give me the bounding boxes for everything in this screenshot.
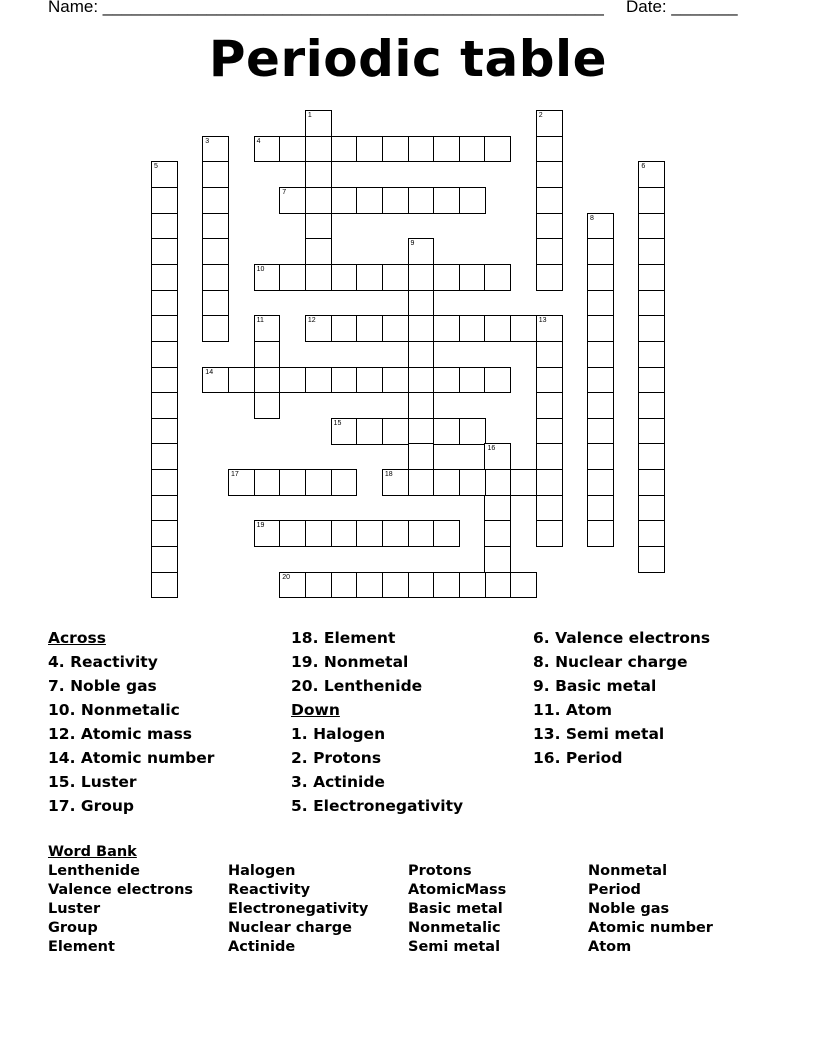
crossword-cell[interactable] [536,418,563,445]
crossword-cell[interactable] [382,136,409,163]
crossword-cell[interactable] [510,315,537,342]
clue-item: 16. Period [533,749,623,767]
word-bank-word: Protons [408,863,472,879]
crossword-cell[interactable] [151,161,178,188]
crossword-cell[interactable] [587,315,614,342]
crossword-cell[interactable] [202,290,229,317]
page-title: Periodic table [208,30,608,88]
clue-item: 9. Basic metal [533,677,657,695]
clues-column-3 [533,626,710,770]
crossword-cell[interactable] [382,264,409,291]
word-bank-word: Lenthenide [48,863,140,879]
word-bank-column [228,862,368,957]
word-bank [48,843,713,955]
clue-number: 16 [487,445,496,453]
crossword-cell[interactable] [510,572,537,599]
crossword-cell[interactable] [587,290,614,317]
crossword-cell[interactable] [459,367,486,394]
word-bank-column [48,862,193,957]
crossword-cell[interactable] [254,520,281,547]
clue-item: 1. Halogen [291,725,386,743]
crossword-cell[interactable] [279,469,306,496]
crossword-cell[interactable] [305,315,332,342]
crossword-cell[interactable] [151,520,178,547]
word-bank-word: Atomic number [588,920,713,936]
crossword-cell[interactable] [408,443,435,470]
word-bank-word: Noble gas [588,901,670,917]
crossword-cell[interactable] [151,572,178,599]
word-bank-word: Period [588,882,641,898]
crossword-cell[interactable] [484,315,511,342]
crossword-cell[interactable] [536,315,563,342]
clue-number: 14 [205,368,214,376]
word-bank-word: Group [48,920,98,936]
clue-item: 20. Lenthenide [291,677,423,695]
crossword-cell[interactable] [305,264,332,291]
clues-column-2 [291,626,463,818]
crossword-cell[interactable] [484,572,511,599]
crossword-cell[interactable] [638,469,665,496]
crossword-cell[interactable] [433,315,460,342]
clue-heading: Down [291,701,340,719]
crossword-cell[interactable] [459,572,486,599]
crossword-cell[interactable] [202,238,229,265]
word-bank-word: Atom [588,939,632,955]
crossword-cell[interactable] [536,341,563,368]
crossword-cell[interactable] [433,520,460,547]
crossword-cell[interactable] [305,469,332,496]
crossword-cell[interactable] [408,418,435,445]
crossword-cell[interactable] [587,238,614,265]
crossword-cell[interactable] [459,315,486,342]
crossword-cell[interactable] [356,187,383,214]
crossword-cell[interactable] [202,315,229,342]
word-bank-word: Nuclear charge [228,920,352,936]
crossword-cell[interactable] [536,495,563,522]
crossword-cell[interactable] [356,367,383,394]
crossword-cell[interactable] [587,443,614,470]
crossword-cell[interactable] [408,469,435,496]
clue-item: 15. Luster [48,773,137,791]
crossword-cell[interactable] [254,264,281,291]
crossword-cell[interactable] [433,418,460,445]
crossword-cell[interactable] [356,136,383,163]
clue-item: 3. Actinide [291,773,385,791]
crossword-cell[interactable] [254,341,281,368]
crossword-cell[interactable] [433,572,460,599]
crossword-cell[interactable] [587,341,614,368]
crossword-cell[interactable] [484,443,511,470]
crossword-cell[interactable] [408,392,435,419]
crossword-cell[interactable] [254,367,281,394]
crossword-cell[interactable] [587,213,614,240]
crossword-cell[interactable] [408,367,435,394]
clue-item: 17. Group [48,797,134,815]
crossword-cell[interactable] [202,136,229,163]
word-bank-word: Reactivity [228,882,311,898]
crossword-cell[interactable] [484,546,511,573]
crossword-cell[interactable] [305,213,332,240]
clue-item: 14. Atomic number [48,749,215,767]
crossword-cell[interactable] [459,187,486,214]
crossword-cell[interactable] [305,136,332,163]
crossword-cell[interactable] [151,264,178,291]
crossword-cell[interactable] [484,136,511,163]
crossword-cell[interactable] [536,136,563,163]
crossword-cell[interactable] [151,469,178,496]
clue-number: 2 [538,112,543,119]
word-bank-word: Luster [48,901,101,917]
crossword-cell[interactable] [484,469,511,496]
crossword-cell[interactable] [408,315,435,342]
crossword-cell[interactable] [331,469,358,496]
crossword-cell[interactable] [587,418,614,445]
crossword-cell[interactable] [356,572,383,599]
crossword-cell[interactable] [254,315,281,342]
clue-item: 12. Atomic mass [48,725,193,743]
crossword-cell[interactable] [202,367,229,394]
clue-item: 11. Atom [533,701,613,719]
crossword-cell[interactable] [331,572,358,599]
clue-number: 1 [307,112,312,119]
clue-number: 17 [230,471,239,479]
crossword-cell[interactable] [587,495,614,522]
crossword-cell[interactable] [356,418,383,445]
clue-item: 8. Nuclear charge [533,653,688,671]
clue-number: 8 [590,214,594,222]
name-line: Name: _____________________________________________________ [48,0,604,16]
crossword-cell[interactable] [638,443,665,470]
crossword-cell[interactable] [382,520,409,547]
crossword-cell[interactable] [638,315,665,342]
clue-item: 6. Valence electrons [533,629,711,647]
crossword-cell[interactable] [536,469,563,496]
word-bank-word: Element [48,939,115,955]
clue-item: 19. Nonmetal [291,653,409,671]
crossword-cell[interactable] [382,469,409,496]
crossword-cell[interactable] [382,572,409,599]
crossword-cell[interactable] [305,520,332,547]
crossword-cell[interactable] [151,213,178,240]
clue-number: 4 [256,137,261,145]
date-line: Date: _______ [626,0,738,16]
crossword-cell[interactable] [408,264,435,291]
crossword-cell[interactable] [382,367,409,394]
crossword-cell[interactable] [638,546,665,573]
word-bank-word: Electronegativity [228,901,369,917]
crossword-cell[interactable] [331,520,358,547]
crossword-cell[interactable] [356,520,383,547]
crossword-cell[interactable] [484,367,511,394]
clue-number: 5 [154,163,158,171]
crossword-cell[interactable] [151,315,178,342]
crossword-cell[interactable] [638,341,665,368]
crossword-cell[interactable] [536,187,563,214]
crossword-cell[interactable] [536,264,563,291]
clue-number: 6 [641,163,646,171]
word-bank-column [408,862,506,957]
crossword-cell[interactable] [536,213,563,240]
word-bank-column [588,862,713,957]
crossword-cell[interactable] [356,264,383,291]
clue-item: 2. Protons [291,749,382,767]
crossword-cell[interactable] [151,443,178,470]
crossword-cell[interactable] [638,290,665,317]
clue-number: 20 [282,573,291,581]
clue-item: 13. Semi metal [533,725,665,743]
crossword-cell[interactable] [305,161,332,188]
crossword-cell[interactable] [279,520,306,547]
crossword-cell[interactable] [279,367,306,394]
crossword-cell[interactable] [331,367,358,394]
crossword-cell[interactable] [587,520,614,547]
crossword-cell[interactable] [408,136,435,163]
clue-item: 5. Electronegativity [291,797,464,815]
crossword-cell[interactable] [638,418,665,445]
crossword-cell[interactable] [151,367,178,394]
crossword-cell[interactable] [151,238,178,265]
crossword-cell[interactable] [305,187,332,214]
word-bank-word: Nonmetal [588,863,668,879]
word-bank-word: Valence electrons [48,882,194,898]
crossword-cell[interactable] [228,367,255,394]
word-bank-word: Nonmetalic [408,920,501,936]
word-bank-word: Halogen [228,863,296,879]
clue-item: 10. Nonmetalic [48,701,180,719]
crossword-cell[interactable] [536,367,563,394]
crossword-cell[interactable] [638,367,665,394]
word-bank-word: AtomicMass [408,882,507,898]
crossword-cell[interactable] [433,367,460,394]
crossword-cell[interactable] [638,392,665,419]
crossword-cell[interactable] [459,136,486,163]
crossword-cell[interactable] [382,315,409,342]
clue-number: 11 [256,317,264,325]
clue-number: 10 [256,265,265,273]
crossword-cell[interactable] [254,392,281,419]
clue-number: 7 [282,188,287,196]
clue-number: 13 [538,317,547,325]
crossword-cell[interactable] [408,520,435,547]
crossword-cell[interactable] [151,418,178,445]
crossword-cell[interactable] [202,213,229,240]
clue-number: 19 [256,522,265,530]
clue-number: 3 [205,137,210,145]
crossword-cell[interactable] [433,264,460,291]
crossword-cell[interactable] [638,495,665,522]
crossword-cell[interactable] [408,572,435,599]
crossword-cell[interactable] [382,418,409,445]
clue-item: 18. Element [291,629,396,647]
word-bank-word: Actinide [228,939,296,955]
clue-number: 9 [410,240,415,248]
crossword-cell[interactable] [279,187,306,214]
crossword-cell[interactable] [228,469,255,496]
clue-number: 15 [333,419,342,427]
crossword-cell[interactable] [331,264,358,291]
crossword-cell[interactable] [202,187,229,214]
crossword-cell[interactable] [408,238,435,265]
crossword-cell[interactable] [408,187,435,214]
clue-number: 18 [384,471,393,479]
crossword-cell[interactable] [587,367,614,394]
crossword-cell[interactable] [305,110,332,137]
crossword-cell[interactable] [408,290,435,317]
crossword-cell[interactable] [638,187,665,214]
crossword-cell[interactable] [254,136,281,163]
crossword-cell[interactable] [484,264,511,291]
crossword-cell[interactable] [510,469,537,496]
crossword-cell[interactable] [151,290,178,317]
crossword-cell[interactable] [433,469,460,496]
crossword-cell[interactable] [331,418,358,445]
crossword-cell[interactable] [331,136,358,163]
crossword-cell[interactable] [638,213,665,240]
crossword-cell[interactable] [202,264,229,291]
crossword-cell[interactable] [151,392,178,419]
crossword-cell[interactable] [151,495,178,522]
crossword-cell[interactable] [459,469,486,496]
crossword-cell[interactable] [587,264,614,291]
crossword-cell[interactable] [151,341,178,368]
crossword-cell[interactable] [305,238,332,265]
crossword-cell[interactable] [279,136,306,163]
clue-item: 4. Reactivity [48,653,158,671]
crossword-cell[interactable] [433,187,460,214]
clue-heading: Across [48,629,106,647]
clue-number: 12 [307,317,316,325]
word-bank-word: Semi metal [408,939,501,955]
crossword-cell[interactable] [536,443,563,470]
crossword-cell[interactable] [305,572,332,599]
clue-item: 7. Noble gas [48,677,157,695]
word-bank-word: Basic metal [408,901,503,917]
crossword-cell[interactable] [536,161,563,188]
crossword-cell[interactable] [587,392,614,419]
crossword-cell[interactable] [408,341,435,368]
crossword-cell[interactable] [331,187,358,214]
crossword-cell[interactable] [305,367,332,394]
crossword-cell[interactable] [536,520,563,547]
crossword-cell[interactable] [382,187,409,214]
crossword-cell[interactable] [151,187,178,214]
word-bank-title: Word Bank [48,844,137,860]
crossword-cell[interactable] [331,315,358,342]
crossword-cell[interactable] [536,238,563,265]
crossword-cell[interactable] [279,264,306,291]
crossword-cell[interactable] [356,315,383,342]
crossword-cell[interactable] [638,520,665,547]
crossword-cell[interactable] [638,238,665,265]
crossword-cell[interactable] [536,110,563,137]
crossword-cell[interactable] [536,392,563,419]
crossword-cell[interactable] [638,161,665,188]
crossword-cell[interactable] [459,264,486,291]
crossword-cell[interactable] [484,495,511,522]
crossword-cell[interactable] [151,546,178,573]
crossword-cell[interactable] [254,469,281,496]
crossword-cell[interactable] [484,520,511,547]
crossword-cell[interactable] [459,418,486,445]
crossword-cell[interactable] [279,572,306,599]
clues-column-1 [48,626,214,818]
crossword-cell[interactable] [587,469,614,496]
crossword-cell[interactable] [638,264,665,291]
crossword-cell[interactable] [202,161,229,188]
crossword-cell[interactable] [433,136,460,163]
